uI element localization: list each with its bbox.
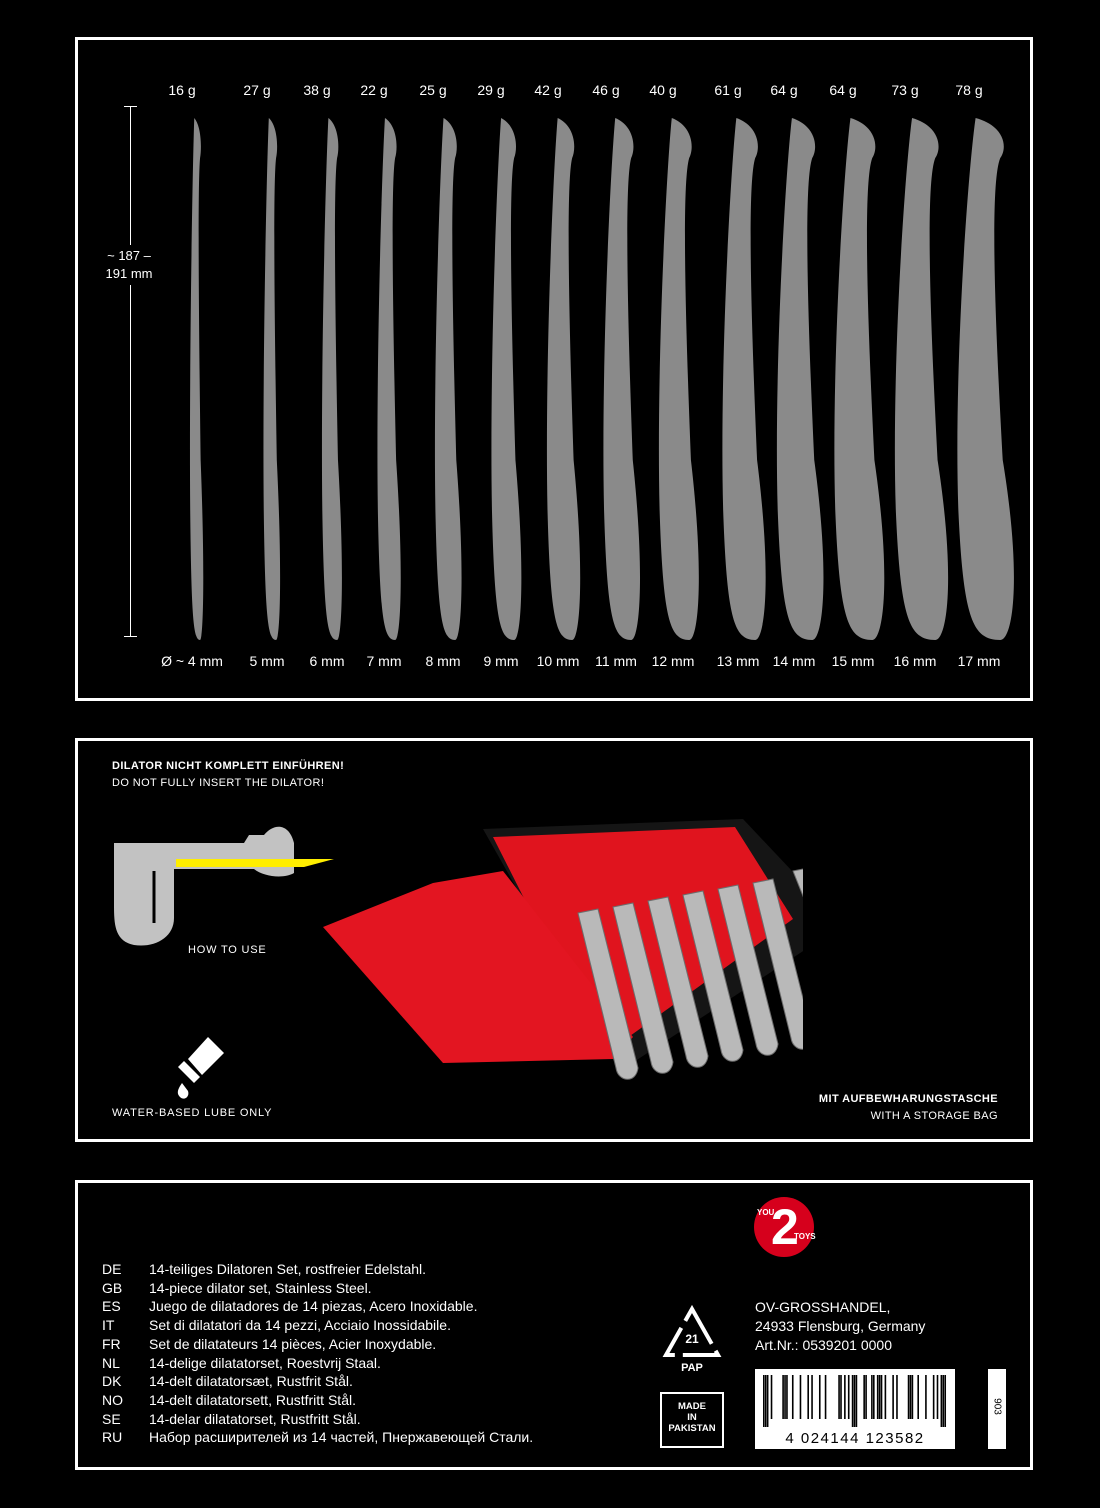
diameter-label: 15 mm — [831, 653, 875, 669]
how-to-use-illustration — [114, 823, 344, 953]
barcode-bar — [892, 1375, 894, 1419]
barcode-bar — [908, 1375, 910, 1419]
barcode-bar — [767, 1375, 769, 1427]
barcode-bar — [917, 1375, 919, 1419]
language-code: NL — [102, 1354, 120, 1371]
language-code: RU — [102, 1429, 123, 1446]
barcode-bars — [761, 1375, 949, 1427]
dilator-shape — [547, 118, 580, 640]
dilator-shape — [957, 118, 1014, 640]
diameter-label: 12 mm — [651, 653, 695, 669]
dilator-shape — [895, 118, 948, 640]
language-text: 14-delt dilatatorsæt, Rustfrit Stål. — [149, 1373, 353, 1390]
made-line-3: PAKISTAN — [668, 1423, 716, 1434]
barcode-bar — [881, 1375, 883, 1419]
language-row — [102, 1316, 533, 1335]
made-line-2: IN — [687, 1412, 697, 1423]
weight-label: 61 g — [714, 82, 742, 98]
barcode-number: 4 024144 123582 — [785, 1430, 925, 1447]
logo-bottom: TOYS — [794, 1232, 816, 1241]
diameter-label: Ø ~ 4 mm — [161, 653, 223, 669]
language-row — [102, 1335, 533, 1354]
dilator-shape — [190, 118, 203, 640]
barcode-bar — [873, 1375, 875, 1419]
barcode-bar — [912, 1375, 914, 1419]
diameter-label: 13 mm — [716, 653, 760, 669]
language-code: DE — [102, 1261, 122, 1277]
made-line-1: MADE — [678, 1401, 706, 1412]
side-code: 903 — [991, 1398, 1003, 1415]
logo-digit: 2 — [771, 1199, 799, 1255]
language-text: 14-piece dilator set, Stainless Steel. — [149, 1279, 372, 1296]
language-code: GB — [102, 1279, 123, 1296]
diameter-label: 16 mm — [893, 653, 937, 669]
barcode-bar — [844, 1375, 846, 1419]
warning-subtitle: DO NOT FULLY INSERT THE DILATOR! — [112, 777, 325, 789]
barcode-bar — [763, 1375, 765, 1427]
company-address — [755, 1298, 925, 1355]
weight-label: 27 g — [243, 82, 271, 98]
language-code: SE — [102, 1410, 121, 1427]
dilator-shape — [491, 118, 521, 640]
barcode — [755, 1369, 955, 1449]
dilator-shape — [834, 118, 884, 640]
barcode-bar — [800, 1375, 802, 1419]
weight-label: 78 g — [955, 82, 983, 98]
language-code: DK — [102, 1373, 122, 1390]
storage-case-photo — [323, 801, 803, 1081]
product-info-panel — [75, 1180, 1033, 1470]
barcode-bar — [765, 1375, 767, 1427]
length-dimension-line — [130, 106, 131, 636]
barcode-bar — [854, 1375, 856, 1427]
barcode-bar — [819, 1375, 821, 1419]
language-row — [102, 1410, 533, 1429]
language-row — [102, 1297, 533, 1316]
recycle-number: 21 — [685, 1332, 699, 1346]
barcode-bar — [786, 1375, 788, 1419]
barcode-bar — [865, 1375, 867, 1419]
weight-label: 64 g — [829, 82, 857, 98]
diameter-label: 11 mm — [595, 653, 637, 669]
storage-subtitle: WITH A STORAGE BAG — [870, 1110, 998, 1122]
barcode-bar — [792, 1375, 794, 1419]
barcode-bar — [784, 1375, 786, 1419]
language-text: Набор расширителей из 14 частей, Пнержавеющей Стали. — [149, 1429, 534, 1446]
length-label-line-1: ~ 187 – — [107, 248, 151, 263]
warning-title: DILATOR NICHT KOMPLETT EINFÜHREN! — [112, 760, 345, 772]
language-text: 14-delige dilatatorset, Roestvrij Staal. — [149, 1354, 381, 1371]
language-code: IT — [102, 1317, 115, 1334]
language-code: ES — [102, 1298, 121, 1315]
language-text: Set di dilatatori da 14 pezzi, Acciaio Inossidabile. — [149, 1317, 451, 1334]
diameter-label: 17 mm — [957, 653, 1001, 669]
language-text: 14-delar dilatatorset, Rustfritt Stål. — [149, 1410, 361, 1427]
diameter-label: 5 mm — [249, 653, 285, 669]
length-label-line-2: 191 mm — [105, 266, 153, 281]
brand-logo — [754, 1197, 814, 1257]
barcode-bar — [910, 1375, 912, 1419]
diameter-label: 9 mm — [483, 653, 519, 669]
barcode-bar — [941, 1375, 943, 1427]
language-code: FR — [102, 1335, 121, 1352]
weight-label: 40 g — [649, 82, 677, 98]
barcode-bar — [863, 1375, 865, 1419]
length-tick-top — [124, 106, 137, 107]
diameter-label: 7 mm — [366, 653, 402, 669]
usage-panel — [75, 738, 1033, 1142]
weight-label: 25 g — [419, 82, 447, 98]
language-row — [102, 1391, 533, 1410]
barcode-bar — [848, 1375, 850, 1419]
company-city: 24933 Flensburg, Germany — [755, 1318, 926, 1334]
barcode-bar — [885, 1375, 887, 1419]
weight-label: 16 g — [168, 82, 196, 98]
diameter-label: 14 mm — [772, 653, 816, 669]
dilator-shape — [659, 118, 699, 640]
weight-label: 38 g — [303, 82, 331, 98]
barcode-bar — [877, 1375, 879, 1419]
weight-label: 29 g — [477, 82, 505, 98]
barcode-bar — [838, 1375, 840, 1419]
language-text: 14-teiliges Dilatoren Set, rostfreier Edelstahl. — [149, 1261, 427, 1277]
dilator-shape — [322, 118, 342, 640]
dilator-shape — [263, 118, 280, 640]
barcode-bar — [856, 1375, 858, 1427]
dilator-shape — [603, 118, 640, 640]
barcode-bar — [944, 1375, 946, 1427]
logo-top: YOU — [757, 1208, 775, 1217]
language-row — [102, 1428, 533, 1447]
recycle-code: PAP — [681, 1362, 703, 1374]
diameter-label: 10 mm — [536, 653, 580, 669]
dilator-shape — [377, 118, 400, 640]
weight-label: 64 g — [770, 82, 798, 98]
lube-tube-icon — [168, 1031, 228, 1101]
recycle-icon — [656, 1303, 728, 1375]
side-code-box — [988, 1369, 1006, 1449]
company-name: OV-GROSSHANDEL, — [755, 1299, 891, 1315]
diameter-label: 6 mm — [309, 653, 345, 669]
barcode-bar — [933, 1375, 935, 1419]
barcode-bar — [771, 1375, 773, 1419]
weight-label: 22 g — [360, 82, 388, 98]
made-in-badge — [660, 1392, 724, 1448]
dilator-size-chart — [75, 37, 1033, 701]
language-text: Juego de dilatadores de 14 piezas, Acero Inoxidable. — [149, 1298, 478, 1315]
language-row — [102, 1260, 533, 1279]
language-row — [102, 1354, 533, 1373]
dilator-shape — [435, 118, 462, 640]
barcode-bar — [896, 1375, 898, 1419]
barcode-bar — [942, 1375, 944, 1427]
length-tick-bottom — [124, 636, 137, 637]
weight-label: 46 g — [592, 82, 620, 98]
barcode-bar — [925, 1375, 927, 1419]
dilator-shape — [722, 118, 765, 640]
weight-label: 42 g — [534, 82, 562, 98]
barcode-bar — [811, 1375, 813, 1419]
barcode-bar — [840, 1375, 842, 1419]
barcode-bar — [852, 1375, 854, 1427]
barcode-bar — [825, 1375, 827, 1419]
language-descriptions — [102, 1260, 533, 1447]
barcode-bar — [879, 1375, 881, 1419]
how-to-use-label: HOW TO USE — [188, 944, 267, 956]
length-label — [88, 245, 170, 285]
language-text: Set de dilatateurs 14 pièces, Acier Inoxydable. — [149, 1335, 437, 1352]
lube-label: WATER-BASED LUBE ONLY — [112, 1107, 273, 1119]
barcode-bar — [937, 1375, 939, 1419]
dilator-shape — [777, 118, 824, 640]
language-code: NO — [102, 1391, 123, 1408]
language-row — [102, 1279, 533, 1298]
diameter-label: 8 mm — [425, 653, 461, 669]
storage-title: MIT AUFBEWHARUNGSTASCHE — [818, 1093, 998, 1105]
barcode-bar — [782, 1375, 784, 1419]
barcode-bar — [871, 1375, 873, 1419]
dilators-drawing — [78, 40, 1030, 698]
barcode-bar — [807, 1375, 809, 1419]
language-row — [102, 1372, 533, 1391]
weight-label: 73 g — [891, 82, 919, 98]
language-text: 14-delt dilatatorsett, Rustfritt Stål. — [149, 1391, 356, 1408]
article-number: Art.Nr.: 0539201 0000 — [755, 1337, 892, 1353]
